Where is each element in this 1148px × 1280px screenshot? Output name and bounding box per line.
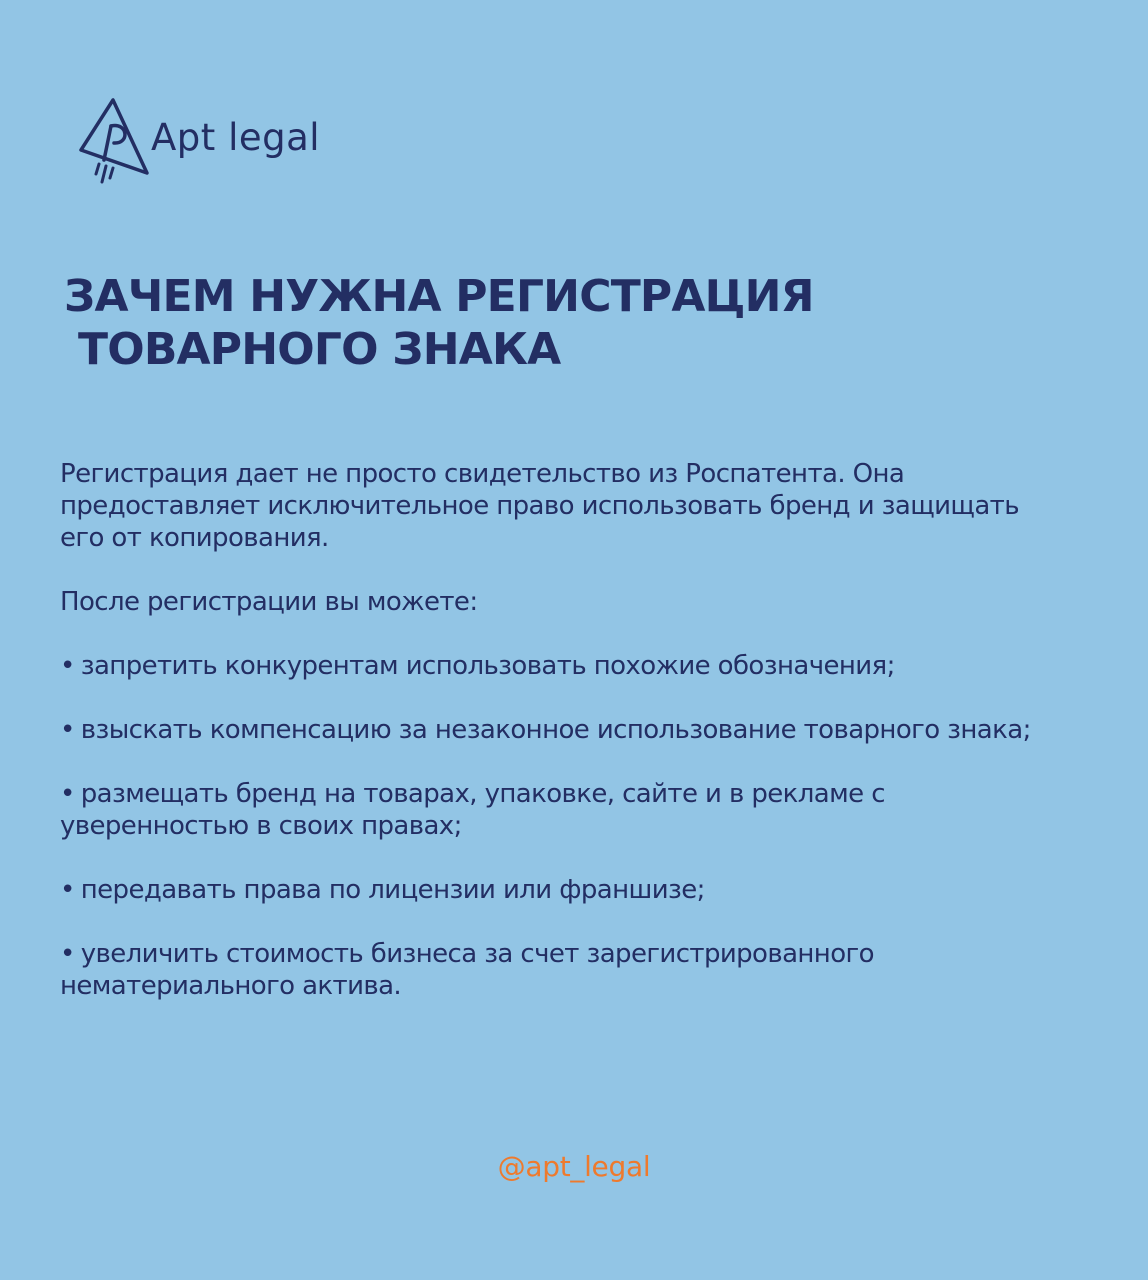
list-item-text: запретить конкурентам использовать похожие обозначения; [80, 651, 895, 681]
brand-logo [78, 96, 321, 196]
list-item-text: взыскать компенсацию за незаконное использование товарного знака; [80, 715, 1031, 745]
bullet-dot: • [60, 715, 75, 745]
list-item-text: размещать бренд на товарах, упаковке, сайте и в рекламе с уверенностью в своих правах; [60, 779, 885, 841]
list-item [60, 938, 1070, 1002]
list-item [60, 714, 1070, 746]
title-line-2: ТОВАРНОГО ЗНАКА [78, 324, 561, 375]
bullet-dot: • [60, 875, 75, 905]
bullet-dot: • [60, 939, 75, 969]
title-line-1: ЗАЧЕМ НУЖНА РЕГИСТРАЦИЯ [64, 271, 814, 322]
benefits-list [60, 650, 1070, 1002]
list-item-text: передавать права по лицензии или франшизе; [80, 875, 705, 905]
page-title [64, 270, 814, 376]
brand-name: Apt legal [151, 116, 321, 159]
paper-plane-p-icon [78, 96, 152, 192]
list-item [60, 778, 1070, 842]
social-handle: @apt_legal [497, 1150, 651, 1183]
lead-paragraph: После регистрации вы можете: [60, 587, 478, 617]
bullet-dot: • [60, 779, 75, 809]
list-item [60, 650, 1070, 682]
list-item-text: увеличить стоимость бизнеса за счет зарегистрированного нематериального актива. [60, 939, 874, 1001]
bullet-dot: • [60, 651, 75, 681]
intro-paragraph: Регистрация дает не просто свидетельство из Роспатента. Она предоставляет исключительное право использовать бренд и защищать его от копирования. [60, 459, 1019, 553]
list-item [60, 874, 1070, 906]
body-text [60, 458, 1070, 1002]
